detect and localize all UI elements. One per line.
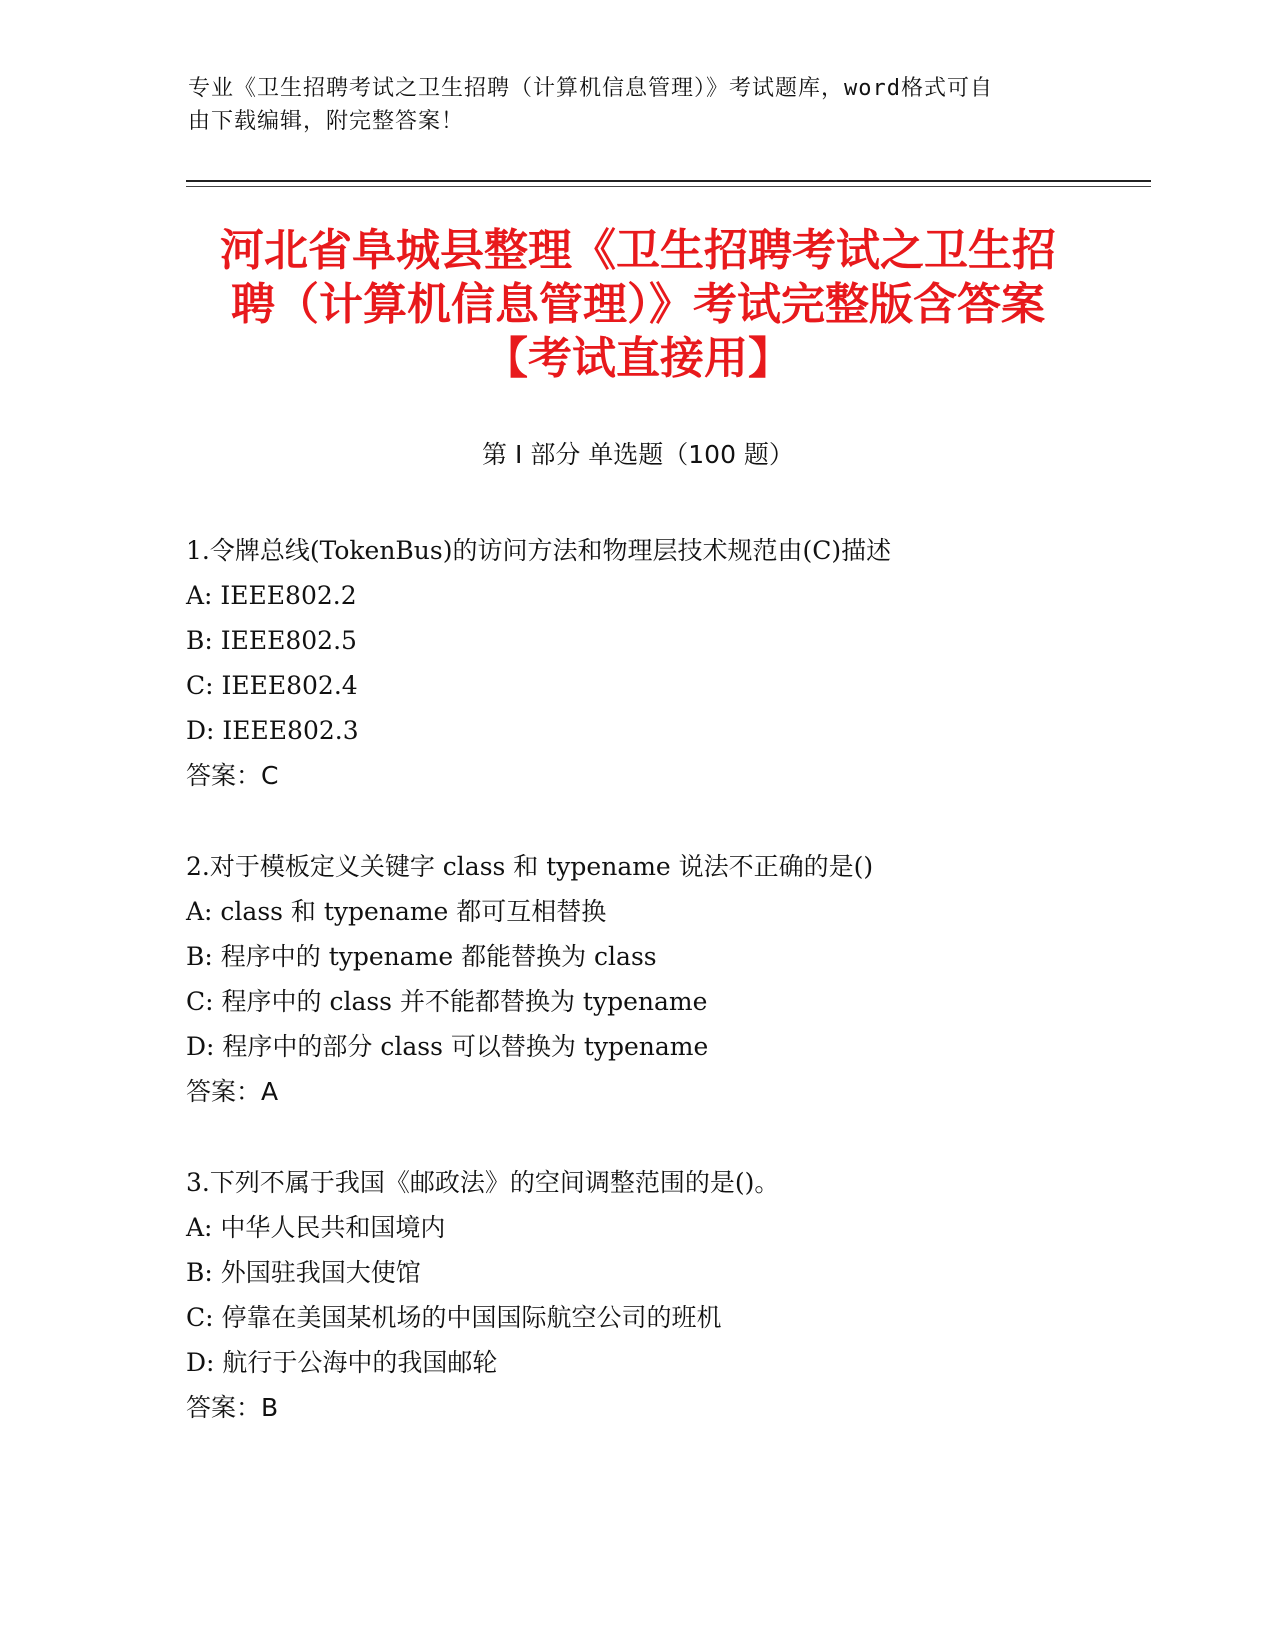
option-b: B: 外国驻我国大使馆 (186, 1258, 421, 1287)
question-1 (186, 528, 1146, 798)
option-d: D: 程序中的部分 class 可以替换为 typename (186, 1032, 709, 1061)
option-d: D: 航行于公海中的我国邮轮 (186, 1348, 498, 1377)
option-c: C: IEEE802.4 (186, 671, 358, 700)
option-a: A: class 和 typename 都可互相替换 (186, 897, 607, 926)
option-b: B: 程序中的 typename 都能替换为 class (186, 942, 657, 971)
option-b: B: IEEE802.5 (186, 626, 357, 655)
answer: 答案：A (186, 1077, 279, 1106)
section-heading: 第 I 部分 单选题（100 题） (482, 440, 794, 469)
question-3 (186, 1160, 1146, 1430)
document-title (188, 224, 1088, 386)
option-c: C: 程序中的 class 并不能都替换为 typename (186, 987, 708, 1016)
question-stem: 2.对于模板定义关键字 class 和 typename 说法不正确的是() (186, 852, 874, 881)
answer: 答案：B (186, 1393, 279, 1422)
document-title-line-2: 聘（计算机信息管理）》考试完整版含答案 (231, 279, 1045, 330)
question-stem: 1.令牌总线(TokenBus)的访问方法和物理层技术规范由(C)描述 (186, 536, 892, 565)
document-title-line-3: 【考试直接用】 (484, 333, 792, 384)
header-note (188, 72, 1068, 138)
option-a: A: IEEE802.2 (186, 581, 357, 610)
header-note-line-2: 由下载编辑，附完整答案！ (188, 109, 465, 134)
option-c: C: 停靠在美国某机场的中国国际航空公司的班机 (186, 1303, 722, 1332)
header-divider-thin (186, 186, 1151, 187)
header-divider-thick (186, 180, 1151, 182)
header-note-line-1: 专业《卫生招聘考试之卫生招聘（计算机信息管理）》考试题库，word格式可自 (188, 76, 993, 101)
option-a: A: 中华人民共和国境内 (186, 1213, 446, 1242)
question-2 (186, 844, 1146, 1114)
question-stem: 3.下列不属于我国《邮政法》的空间调整范围的是()。 (186, 1168, 780, 1197)
document-title-line-1: 河北省阜城县整理《卫生招聘考试之卫生招 (220, 225, 1056, 276)
question-list (186, 528, 1146, 1476)
answer: 答案：C (186, 761, 279, 790)
option-d: D: IEEE802.3 (186, 716, 359, 745)
